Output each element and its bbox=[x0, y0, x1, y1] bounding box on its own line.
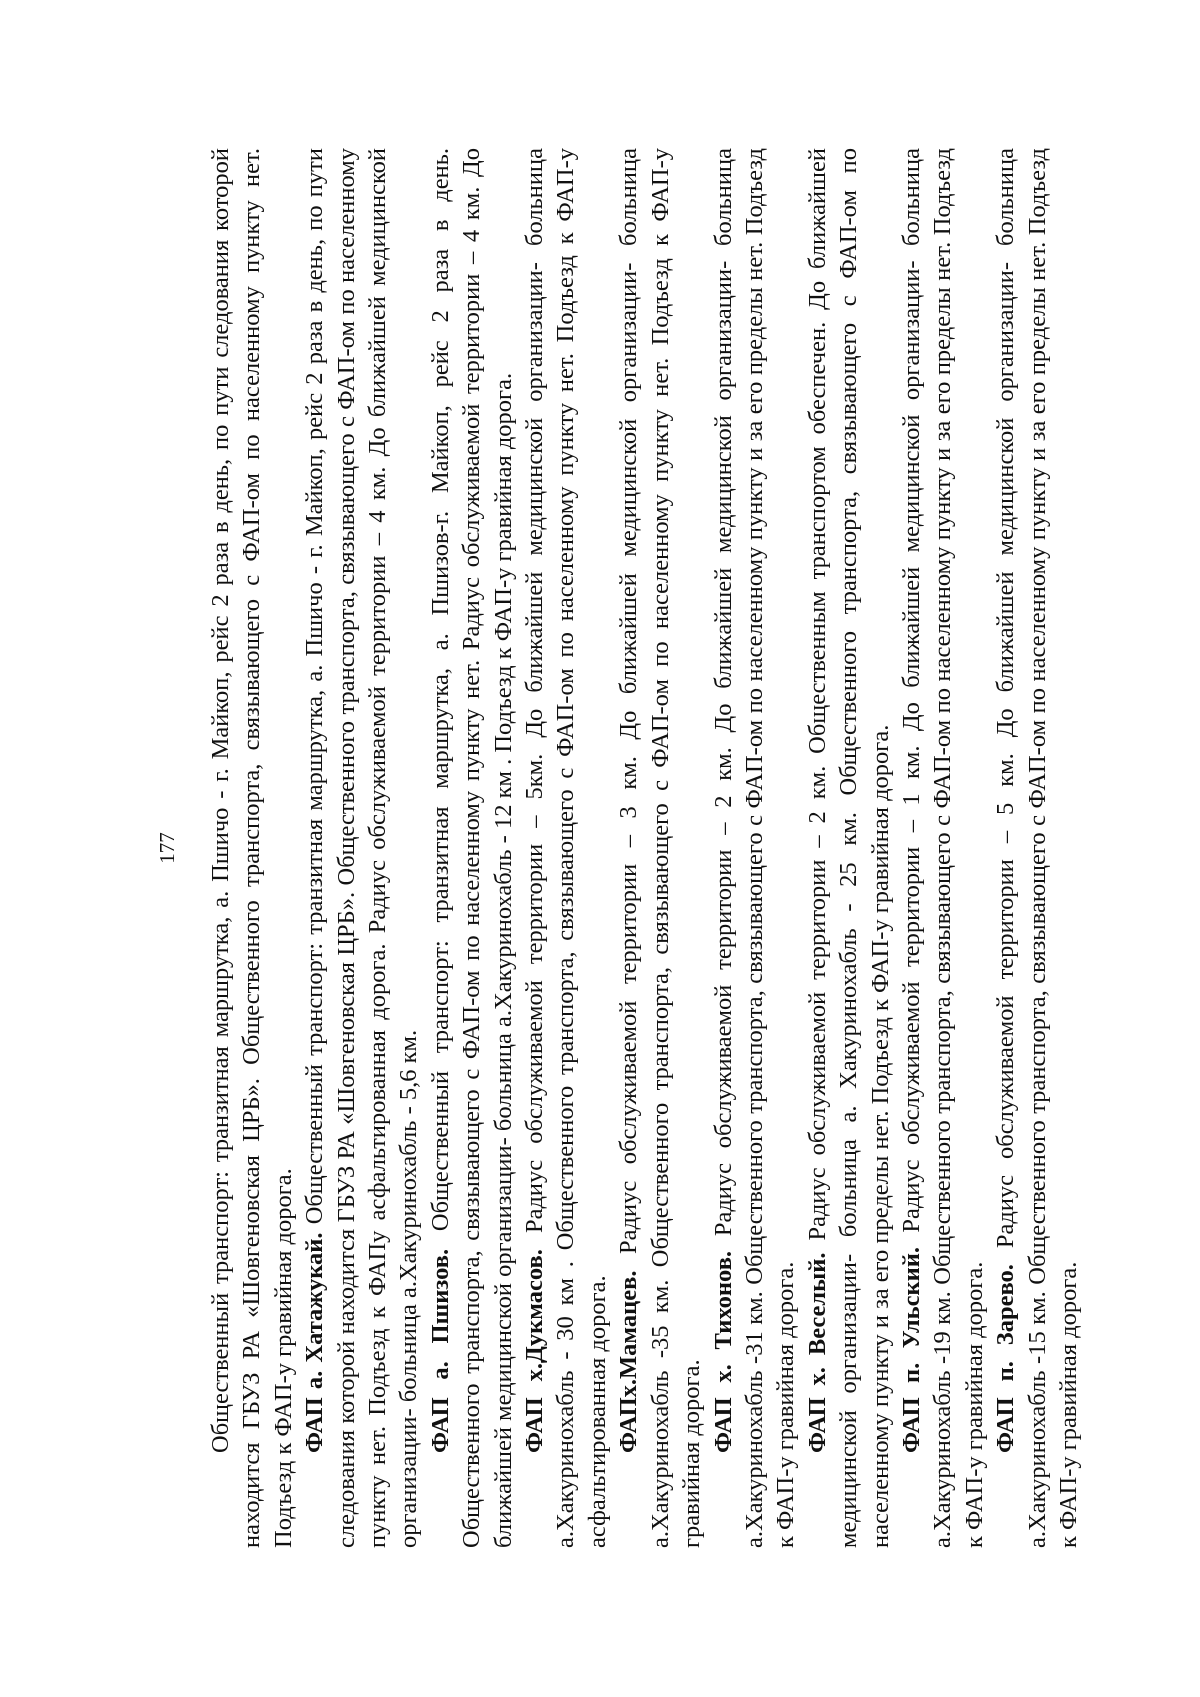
paragraph-fap-mamatsev bbox=[613, 148, 707, 1548]
paragraph-heading: ФАП х. Веселый. bbox=[803, 1252, 831, 1453]
paragraph-heading: ФАП п. Ульский. bbox=[897, 1247, 925, 1453]
paragraph-heading: ФАП а. Хатажукай. bbox=[301, 1232, 329, 1453]
paragraph-text: Радиус обслуживаемой территории – 5 км. До ближайшей медицинской организации- больница а.Хакуринохабль -15 км. Общественного транспорта, связывающего с ФАП-ом по населенному пункту и за его пределы нет. Подъезд к ФАП-у гравийная дорога. bbox=[992, 148, 1082, 1548]
paragraph-text: Общественный транспорт: транзитная маршрутка, а. Пшичо - г. Майкоп, рейс 2 раза в день, по пути следования которой находится ГБУЗ РА «Шовгеновская ЦРБ». Общественного транспорта, связывающего с ФАП-ом по населенному пункту нет. Подъезд к ФАП-у гравийная дорога. bbox=[207, 148, 297, 1548]
paragraph-text: Радиус обслуживаемой территории – 5км. До ближайшей медицинской организации- больница а.Хакуринохабль - 30 км . Общественного транспорта, связывающего с ФАП-ом по населенному пункту нет. Подъезд к ФАП-у асфальтированная дорога. bbox=[521, 148, 611, 1548]
paragraph-text: Радиус обслуживаемой территории – 3 км. До ближайшей медицинской организации- больница а.Хакуринохабль -35 км. Общественного транспорта, связывающего с ФАП-ом по населенному пункту нет. Подъезд к ФАП-у гравийная дорога. bbox=[615, 148, 706, 1548]
body-text bbox=[205, 148, 1084, 1548]
paragraph-fap-dukmasov bbox=[519, 148, 613, 1548]
paragraph-heading: ФАП х. Тихонов. bbox=[709, 1250, 737, 1453]
paragraph-text: Радиус обслуживаемой территории – 2 км. До ближайшей медицинской организации- больница а.Хакуринохабль -31 км. Общественного транспорта, связывающего с ФАП-ом по населенному пункту и за его пределы нет. Подъезд к ФАП-у гравийная дорога. bbox=[709, 147, 800, 1548]
paragraph-fap-khatazhukay bbox=[299, 148, 425, 1548]
paragraph-heading: ФАП х.Дукмасов. bbox=[521, 1249, 549, 1453]
paragraph-heading: ФАПх.Мамацев. bbox=[615, 1270, 643, 1453]
paragraph-text: Радиус обслуживаемой территории – 2 км. Общественным транспортом обеспечен. До ближайшей медицинской организации- больница а. Хакуринохабль - 25 км. Общественного транспорта, связывающего с ФАП-ом по населенному пункту и за его пределы нет. Подъезд к ФАП-у гравийная дорога. bbox=[803, 148, 894, 1548]
paragraph-fap-tikhonov bbox=[708, 148, 802, 1548]
paragraph-fap-vesely bbox=[802, 148, 896, 1548]
paragraph-intro bbox=[205, 148, 299, 1548]
paragraph-text: Радиус обслуживаемой территории – 1 км. До ближайшей медицинской организации- больница а.Хакуринохабль -19 км. Общественного транспорта, связывающего с ФАП-ом по населенному пункту и за его пределы нет. Подъезд к ФАП-у гравийная дорога. bbox=[897, 148, 988, 1548]
rotated-page-content bbox=[155, 148, 1085, 1548]
paragraph-text: Общественный транспорт: транзитная маршрутка, а. Пшизов-г. Майкоп, рейс 2 раза в день. Общественного транспорта, связывающего с ФАП-ом по населенному пункту нет. Радиус обслуживаемой территории – 4 км. До ближайшей медицинской организации- больница а.Хакуринохабль - 12 км . Подъезд к ФАП-у гравийная дорога. bbox=[426, 148, 517, 1548]
paragraph-fap-ulsky bbox=[896, 148, 990, 1548]
page-number: 177 bbox=[155, 832, 179, 864]
paragraph-heading: ФАП а. Пшизов. bbox=[426, 1248, 454, 1453]
paragraph-fap-pshizov bbox=[425, 148, 519, 1548]
paragraph-heading: ФАП п. Зарево. bbox=[992, 1264, 1020, 1453]
paragraph-fap-zarevo bbox=[990, 148, 1084, 1548]
paragraph-text: Общественный транспорт: транзитная маршрутка, а. Пшичо - г. Майкоп, рейс 2 раза в день, по пути следования которой находится ГБУЗ РА «Шовгеновская ЦРБ». Общественного транспорта, связывающего с ФАП-ом по населенному пункту нет. Подъезд к ФАПу асфальтированная дорога. Радиус обслуживаемой территории – 4 км. До ближайшей медицинской организации- больница а.Хакуринохабль - 5,6 км. bbox=[301, 148, 423, 1548]
